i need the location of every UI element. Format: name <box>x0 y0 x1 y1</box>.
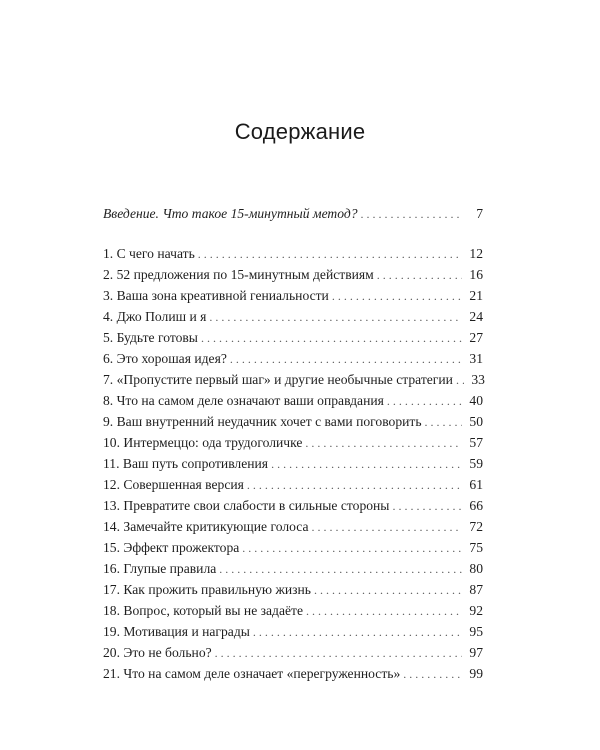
dot-leader <box>209 307 462 327</box>
toc-entry-title: 21. Что на самом деле означает «перегруженность» <box>103 666 401 681</box>
dot-leader <box>425 412 462 432</box>
dot-leader <box>361 204 462 224</box>
toc-page-number: 24 <box>469 309 483 324</box>
toc-page-number: 99 <box>469 666 483 681</box>
dot-leader <box>253 622 462 642</box>
toc-entry[interactable] <box>103 391 483 411</box>
toc-entry[interactable] <box>103 433 483 453</box>
toc-entry[interactable] <box>103 475 483 495</box>
toc-entry-title: 3. Ваша зона креативной гениальности <box>103 288 329 303</box>
toc-entry-title: 2. 52 предложения по 15-минутным действиям <box>103 267 374 282</box>
toc-entry[interactable] <box>103 496 483 516</box>
toc-page-number: 87 <box>469 582 483 597</box>
dot-leader <box>271 454 462 474</box>
toc-page-number: 21 <box>469 288 483 303</box>
toc-entry-title: 17. Как прожить правильную жизнь <box>103 582 311 597</box>
dot-leader <box>305 433 462 453</box>
toc-entry-title: 6. Это хорошая идея? <box>103 351 227 366</box>
toc-entry-title: 8. Что на самом деле означают ваши оправдания <box>103 393 384 408</box>
toc-entry[interactable] <box>103 664 483 684</box>
toc-page-number: 66 <box>469 498 483 513</box>
dot-leader <box>387 391 462 411</box>
dot-leader <box>456 370 464 390</box>
toc-page-number: 50 <box>469 414 483 429</box>
toc-entry[interactable] <box>103 538 483 558</box>
toc-entry-title: 9. Ваш внутренний неудачник хочет с вами поговорить <box>103 414 422 429</box>
toc-entry-title: 4. Джо Полиш и я <box>103 309 207 324</box>
toc-entry[interactable] <box>103 370 483 390</box>
toc-entry-title: 16. Глупые правила <box>103 561 217 576</box>
toc-page-number: 97 <box>469 645 483 660</box>
dot-leader <box>306 601 462 621</box>
toc-page-number: 61 <box>469 477 483 492</box>
toc-page-number: 40 <box>469 393 483 408</box>
toc-entry-title: 19. Мотивация и награды <box>103 624 250 639</box>
toc-entry[interactable] <box>103 265 483 285</box>
dot-leader <box>219 559 462 579</box>
toc-page-number: 16 <box>469 267 483 282</box>
toc-entry-title: 20. Это не больно? <box>103 645 212 660</box>
dot-leader <box>242 538 462 558</box>
toc-entry[interactable] <box>103 412 483 432</box>
dot-leader <box>201 328 462 348</box>
toc-entry-introduction[interactable] <box>103 204 483 224</box>
toc-entry[interactable] <box>103 307 483 327</box>
toc-entry[interactable] <box>103 643 483 663</box>
toc-page-number: 31 <box>469 351 483 366</box>
dot-leader <box>312 517 463 537</box>
toc-page-number: 80 <box>469 561 483 576</box>
toc-entry[interactable] <box>103 349 483 369</box>
toc-entry[interactable] <box>103 517 483 537</box>
toc-entry-title: 11. Ваш путь сопротивления <box>103 456 269 471</box>
dot-leader <box>403 664 462 684</box>
dot-leader <box>332 286 462 306</box>
toc-page-number: 92 <box>469 603 483 618</box>
toc-entry[interactable] <box>103 622 483 642</box>
toc-entry-title: 10. Интермеццо: ода трудоголичке <box>103 435 303 450</box>
toc-entry[interactable] <box>103 559 483 579</box>
dot-leader <box>230 349 462 369</box>
toc-entry-title: 12. Совершенная версия <box>103 477 244 492</box>
toc-entry[interactable] <box>103 328 483 348</box>
toc-page-number: 7 <box>476 206 483 221</box>
toc-entry[interactable] <box>103 601 483 621</box>
dot-leader <box>314 580 462 600</box>
toc-entry-title: 14. Замечайте критикующие голоса <box>103 519 309 534</box>
toc-page-number: 27 <box>469 330 483 345</box>
dot-leader <box>198 244 462 264</box>
page-title: Содержание <box>234 119 366 144</box>
toc-entry-title: Введение. Что такое 15-минутный метод? <box>103 206 358 221</box>
toc-entry[interactable] <box>103 454 483 474</box>
toc-entry[interactable] <box>103 580 483 600</box>
toc-entry[interactable] <box>103 244 483 264</box>
dot-leader <box>247 475 462 495</box>
toc-page-number: 12 <box>469 246 483 261</box>
toc-entry-title: 5. Будьте готовы <box>103 330 198 345</box>
toc-entry[interactable] <box>103 286 483 306</box>
toc-entry-title: 18. Вопрос, который вы не задаёте <box>103 603 304 618</box>
toc-entry-title: 13. Превратите свои слабости в сильные стороны <box>103 498 390 513</box>
dot-leader <box>392 496 462 516</box>
toc-page-number: 75 <box>469 540 483 555</box>
toc-page-number: 33 <box>471 372 485 387</box>
toc-page-number: 59 <box>469 456 483 471</box>
dot-leader <box>215 643 462 663</box>
toc-entry-title: 15. Эффект прожектора <box>103 540 240 555</box>
toc-entry-title: 7. «Пропустите первый шаг» и другие необычные стратегии <box>103 372 453 387</box>
toc-page-number: 72 <box>469 519 483 534</box>
toc-page-number: 95 <box>469 624 483 639</box>
toc-page-number: 57 <box>469 435 483 450</box>
toc-entry-title: 1. С чего начать <box>103 246 195 261</box>
dot-leader <box>377 265 462 285</box>
